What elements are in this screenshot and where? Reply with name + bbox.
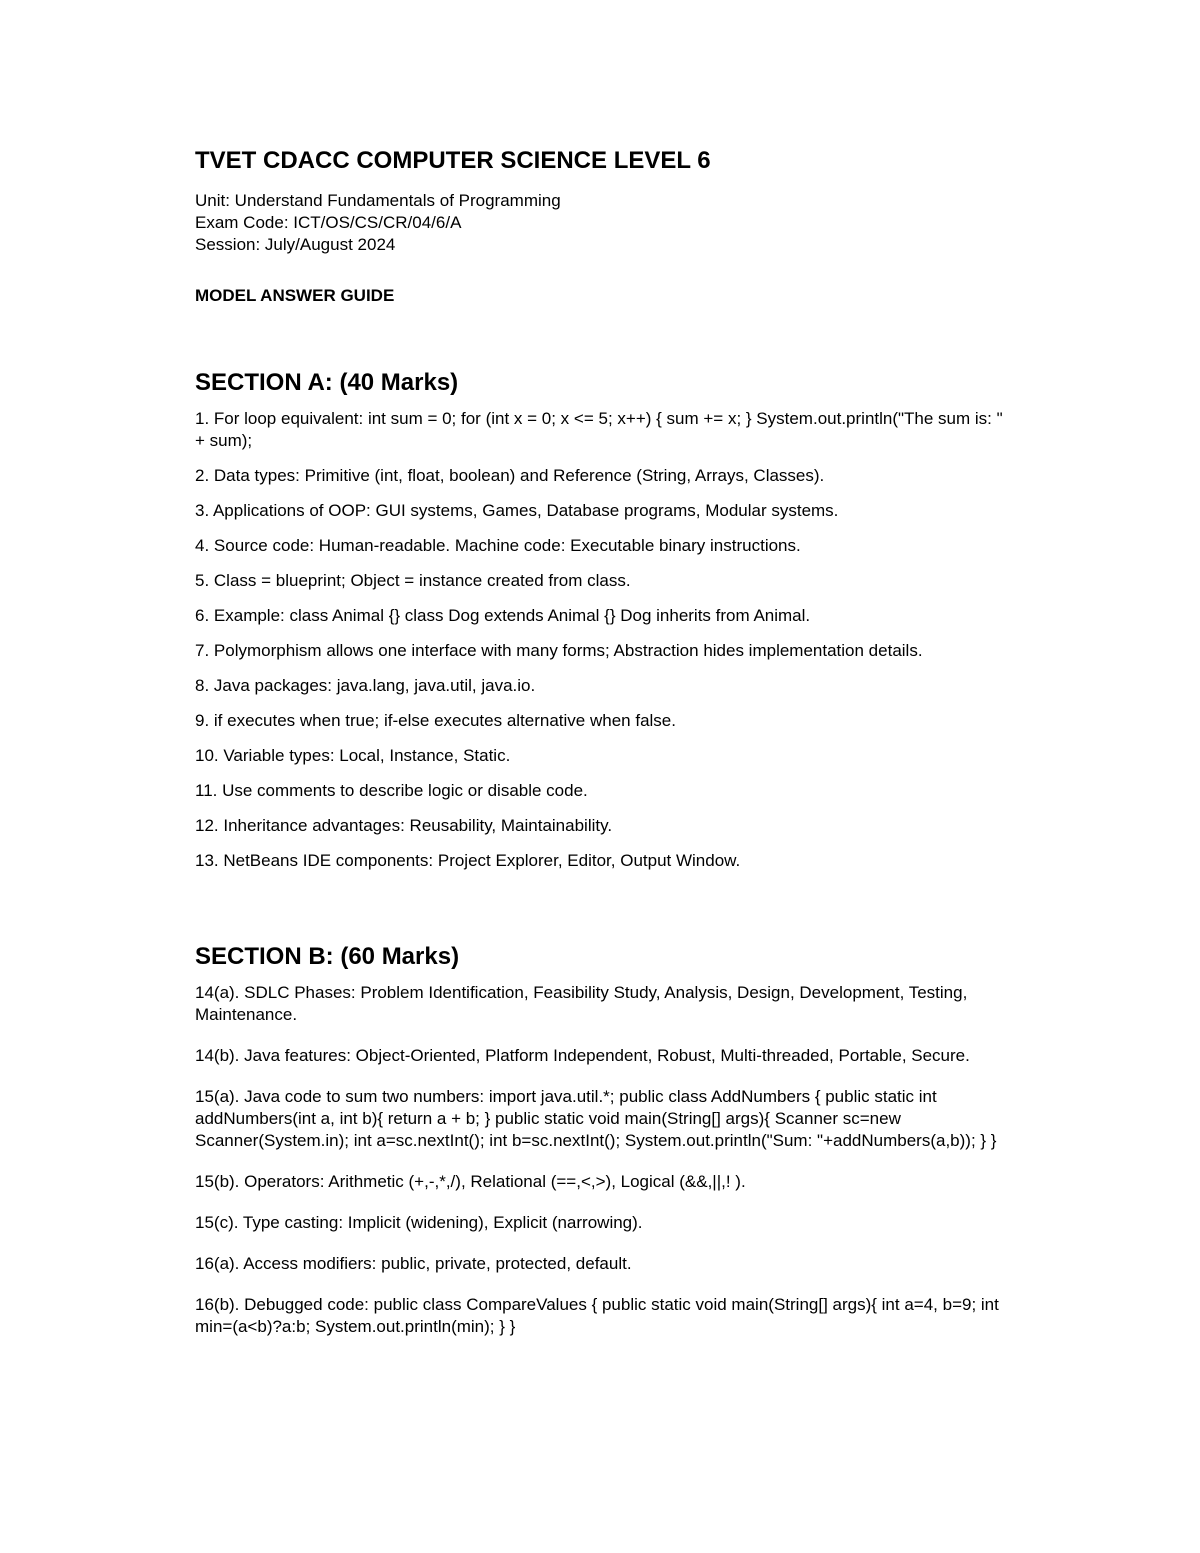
section-a-answers	[195, 408, 1015, 872]
answer-item: 14(b). Java features: Object-Oriented, Platform Independent, Robust, Multi-threaded, Portable, Secure.	[195, 1046, 970, 1065]
document-page	[195, 146, 1015, 1357]
answer-item: 14(a). SDLC Phases: Problem Identification, Feasibility Study, Analysis, Design, Development, Testing, Maintenance.	[195, 983, 968, 1024]
exam-meta	[195, 190, 1015, 256]
answer-item: 5. Class = blueprint; Object = instance created from class.	[195, 571, 631, 590]
answer-item: 1. For loop equivalent: int sum = 0; for (int x = 0; x <= 5; x++) { sum += x; } System.out.println("The sum is: " + sum);	[195, 409, 1003, 450]
answer-item: 12. Inheritance advantages: Reusability, Maintainability.	[195, 816, 613, 835]
document-title: TVET CDACC COMPUTER SCIENCE LEVEL 6	[195, 147, 711, 174]
answer-item: 16(a). Access modifiers: public, private, protected, default.	[195, 1254, 632, 1273]
answer-item: 9. if executes when true; if-else executes alternative when false.	[195, 711, 676, 730]
section-b-answers	[195, 982, 1015, 1338]
answer-item: 8. Java packages: java.lang, java.util, java.io.	[195, 676, 536, 695]
answer-item: 16(b). Debugged code: public class CompareValues { public static void main(String[] args){ int a=4, b=9; int min=(a<b)?a:b; System.out.println(min); } }	[195, 1295, 999, 1336]
answer-item: 10. Variable types: Local, Instance, Static.	[195, 746, 511, 765]
unit-line: Unit: Understand Fundamentals of Programming	[195, 191, 561, 210]
answer-item: 15(a). Java code to sum two numbers: import java.util.*; public class AddNumbers { public static int addNumbers(int a, int b){ return a + b; } public static void main(String[] args){ Scanner sc=new Scanner(System.in); int a=sc.nextInt(); int b=sc.nextInt(); System.out.println("Sum: "+addNumbers(a,b)); } }	[195, 1087, 997, 1150]
answer-item: 3. Applications of OOP: GUI systems, Games, Database programs, Modular systems.	[195, 501, 839, 520]
answer-item: 2. Data types: Primitive (int, float, boolean) and Reference (String, Arrays, Classes).	[195, 466, 825, 485]
answer-item: 13. NetBeans IDE components: Project Explorer, Editor, Output Window.	[195, 851, 741, 870]
answer-item: 11. Use comments to describe logic or disable code.	[195, 781, 588, 800]
answer-item: 6. Example: class Animal {} class Dog extends Animal {} Dog inherits from Animal.	[195, 606, 811, 625]
answer-item: 15(b). Operators: Arithmetic (+,-,*,/), Relational (==,<,>), Logical (&&,||,! ).	[195, 1172, 746, 1191]
section-a-heading: SECTION A: (40 Marks)	[195, 369, 459, 396]
answer-item: 15(c). Type casting: Implicit (widening), Explicit (narrowing).	[195, 1213, 643, 1232]
section-b-heading: SECTION B: (60 Marks)	[195, 943, 460, 970]
exam-code-line: Exam Code: ICT/OS/CS/CR/04/6/A	[195, 213, 462, 232]
answer-item: 7. Polymorphism allows one interface with many forms; Abstraction hides implementation details.	[195, 641, 923, 660]
model-answer-guide-label: MODEL ANSWER GUIDE	[195, 286, 395, 305]
session-line: Session: July/August 2024	[195, 235, 396, 254]
answer-item: 4. Source code: Human-readable. Machine code: Executable binary instructions.	[195, 536, 801, 555]
